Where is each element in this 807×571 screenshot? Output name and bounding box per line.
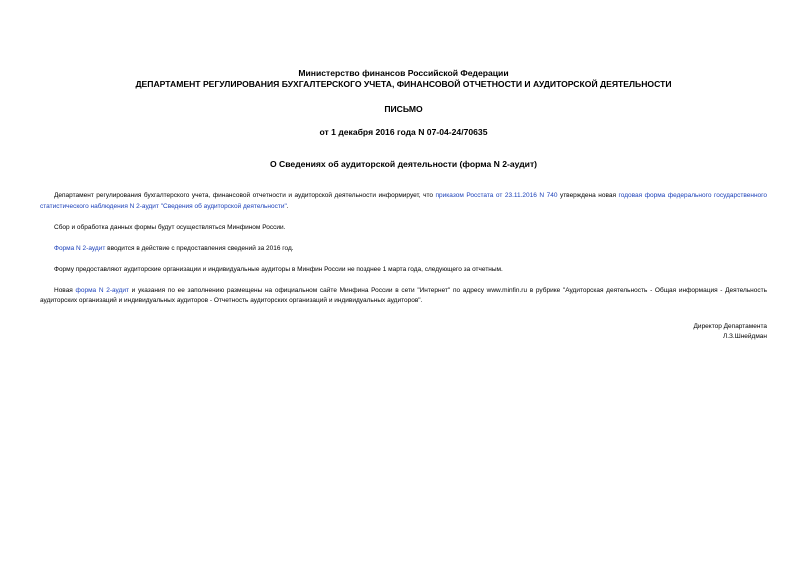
document-body [40,191,767,307]
paragraph-5-text-a: Новая [54,286,76,294]
paragraph-1-text-b: утверждена новая [557,192,619,199]
form-2-audit-link[interactable]: Форма N 2-аудит [54,244,106,252]
annual-form-link[interactable]: годовая форма федерального государственного статистического наблюдения N 2-аудит "Сведения об аудиторской деятельности" [40,192,767,210]
paragraph-5 [40,286,767,307]
paragraph-2: Сбор и обработка данных формы будут осуществляться Минфином России. [54,223,286,231]
department-name: ДЕПАРТАМЕНТ РЕГУЛИРОВАНИЯ БУХГАЛТЕРСКОГО УЧЕТА, ФИНАНСОВОЙ ОТЧЕТНОСТИ И АУДИТОРСКОЙ ДЕЯТЕЛЬНОСТИ [135,79,672,89]
paragraph-1-text-c: . [286,202,289,210]
signatory-position: Директор Департамента [693,322,767,330]
document-type: ПИСЬМО [384,104,423,114]
document-date-number: от 1 декабря 2016 года N 07-04-24/70635 [319,127,488,137]
paragraph-5-text-b: и указания по ее заполнению размещены на официальном сайте Минфина России в сети "Интернет" по адресу www.minfin.ru в рубрике "Аудиторская деятельность - Общая информация - Деятельность аудиторских организаций и индивидуальных аудиторов - Отчетность аудиторских организаций и индивидуальных аудиторов". [40,286,767,304]
new-form-2-audit-link[interactable]: форма N 2-аудит [75,286,129,294]
ministry-name: Министерство финансов Российской Федерации [298,68,509,78]
rosstat-order-link[interactable]: приказом Росстата от 23.11.2016 N 740 [435,192,558,199]
paragraph-4: Форму предоставляют аудиторские организации и индивидуальные аудиторы в Минфин России не позднее 1 марта года, следующего за отчетным. [54,265,503,273]
paragraph-1-text-a: Департамент регулирования бухгалтерского учета, финансовой отчетности и аудиторской деятельности информирует, что [54,192,436,199]
paragraph-1 [40,191,767,212]
document-header [40,68,767,90]
paragraph-3 [40,244,767,255]
document-subject: О Сведениях об аудиторской деятельности (форма N 2-аудит) [269,159,538,169]
signature-block [40,322,767,343]
signatory-name: Л.З.Шнейдман [722,333,767,340]
paragraph-3-text: вводится в действие с предоставления сведений за 2016 год. [105,244,294,252]
